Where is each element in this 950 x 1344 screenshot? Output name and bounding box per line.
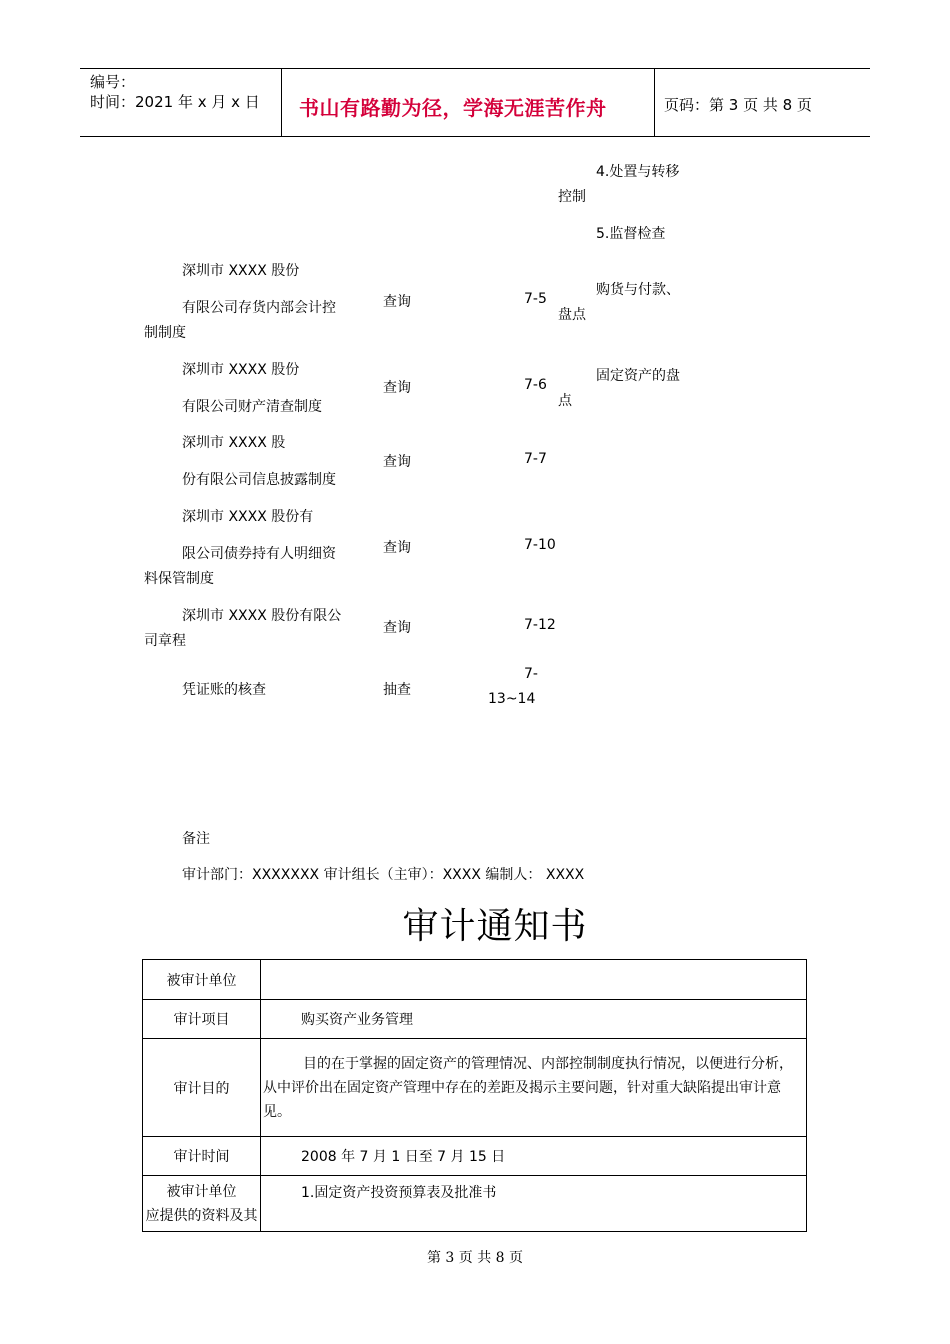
working-paper-ref: 13~14 bbox=[488, 691, 536, 707]
document-name: 深圳市 XXXX 股 bbox=[182, 435, 286, 451]
table-row bbox=[143, 1039, 807, 1137]
note-item: 购货与付款、 bbox=[596, 282, 680, 298]
page-header bbox=[80, 68, 870, 137]
working-paper-ref: 7-5 bbox=[524, 291, 547, 307]
header-divider bbox=[281, 69, 282, 136]
document-name: 有限公司存货内部会计控 bbox=[182, 300, 336, 316]
table-row bbox=[143, 1000, 807, 1039]
working-paper-ref: 7-10 bbox=[524, 537, 556, 553]
row-key: 审计项目 bbox=[143, 1000, 261, 1039]
document-name: 有限公司财产清查制度 bbox=[182, 399, 322, 415]
audit-method: 抽查 bbox=[383, 682, 411, 698]
row-key bbox=[143, 1176, 261, 1232]
audit-notice-table bbox=[142, 959, 807, 1232]
row-key: 被审计单位 bbox=[143, 960, 261, 1000]
table-row bbox=[143, 960, 807, 1000]
time-label: 时间：2021 年 x 月 x 日 bbox=[90, 93, 260, 111]
code-label: 编号： bbox=[90, 73, 136, 91]
document-name: 份有限公司信息披露制度 bbox=[182, 472, 336, 488]
document-name: 司章程 bbox=[144, 633, 186, 649]
audit-method: 查询 bbox=[383, 294, 411, 310]
note-item: 控制 bbox=[558, 189, 586, 205]
header-motto: 书山有路勤为径，学海无涯苦作舟 bbox=[299, 96, 607, 120]
working-paper-ref: 7-12 bbox=[524, 617, 556, 633]
signoff-line: 审计部门：XXXXXXX 审计组长（主审）：XXXX 编制人： XXXX bbox=[182, 867, 585, 883]
row-key-line: 应提供的资料及其 bbox=[145, 1207, 258, 1224]
working-paper-ref: 7-7 bbox=[524, 451, 547, 467]
audit-method: 查询 bbox=[383, 380, 411, 396]
audit-method: 查询 bbox=[383, 540, 411, 556]
header-divider bbox=[654, 69, 655, 136]
document-name: 深圳市 XXXX 股份有限公 bbox=[182, 608, 342, 624]
document-name: 限公司债券持有人明细资 bbox=[182, 546, 336, 562]
document-name: 制制度 bbox=[144, 325, 186, 341]
header-page-number: 页码：第 3 页 共 8 页 bbox=[664, 96, 812, 114]
table-row bbox=[143, 1176, 807, 1232]
row-value: 1.固定资产投资预算表及批准书 bbox=[261, 1176, 807, 1232]
remarks-label: 备注 bbox=[182, 831, 210, 847]
row-value: 目的在于掌握的固定资产的管理情况、内部控制制度执行情况，以便进行分析，从中评价出在固定资产管理中存在的差距及揭示主要问题，针对重大缺陷提出审计意见。 bbox=[261, 1039, 807, 1137]
row-value: 2008 年 7 月 1 日至 7 月 15 日 bbox=[261, 1137, 807, 1176]
document-name: 凭证账的核查 bbox=[182, 682, 266, 698]
note-item: 4.处置与转移 bbox=[596, 164, 680, 180]
document-name: 深圳市 XXXX 股份 bbox=[182, 362, 300, 378]
table-row bbox=[143, 1137, 807, 1176]
note-item: 5.监督检查 bbox=[596, 226, 666, 242]
document-name: 料保管制度 bbox=[144, 571, 214, 587]
page-footer: 第 3 页 共 8 页 bbox=[426, 1250, 524, 1266]
row-key-line: 被审计单位 bbox=[166, 1183, 237, 1200]
document-name: 深圳市 XXXX 股份有 bbox=[182, 509, 314, 525]
audit-method: 查询 bbox=[383, 620, 411, 636]
row-key: 审计目的 bbox=[143, 1039, 261, 1137]
note-item: 点 bbox=[558, 393, 572, 409]
row-value: 购买资产业务管理 bbox=[261, 1000, 807, 1039]
working-paper-ref: 7-6 bbox=[524, 377, 547, 393]
document-name: 深圳市 XXXX 股份 bbox=[182, 263, 300, 279]
working-paper-ref: 7- bbox=[524, 666, 538, 682]
note-item: 盘点 bbox=[558, 307, 586, 323]
notice-title: 审计通知书 bbox=[402, 906, 588, 947]
audit-method: 查询 bbox=[383, 454, 411, 470]
note-item: 固定资产的盘 bbox=[596, 368, 680, 384]
row-key: 审计时间 bbox=[143, 1137, 261, 1176]
row-value bbox=[261, 960, 807, 1000]
